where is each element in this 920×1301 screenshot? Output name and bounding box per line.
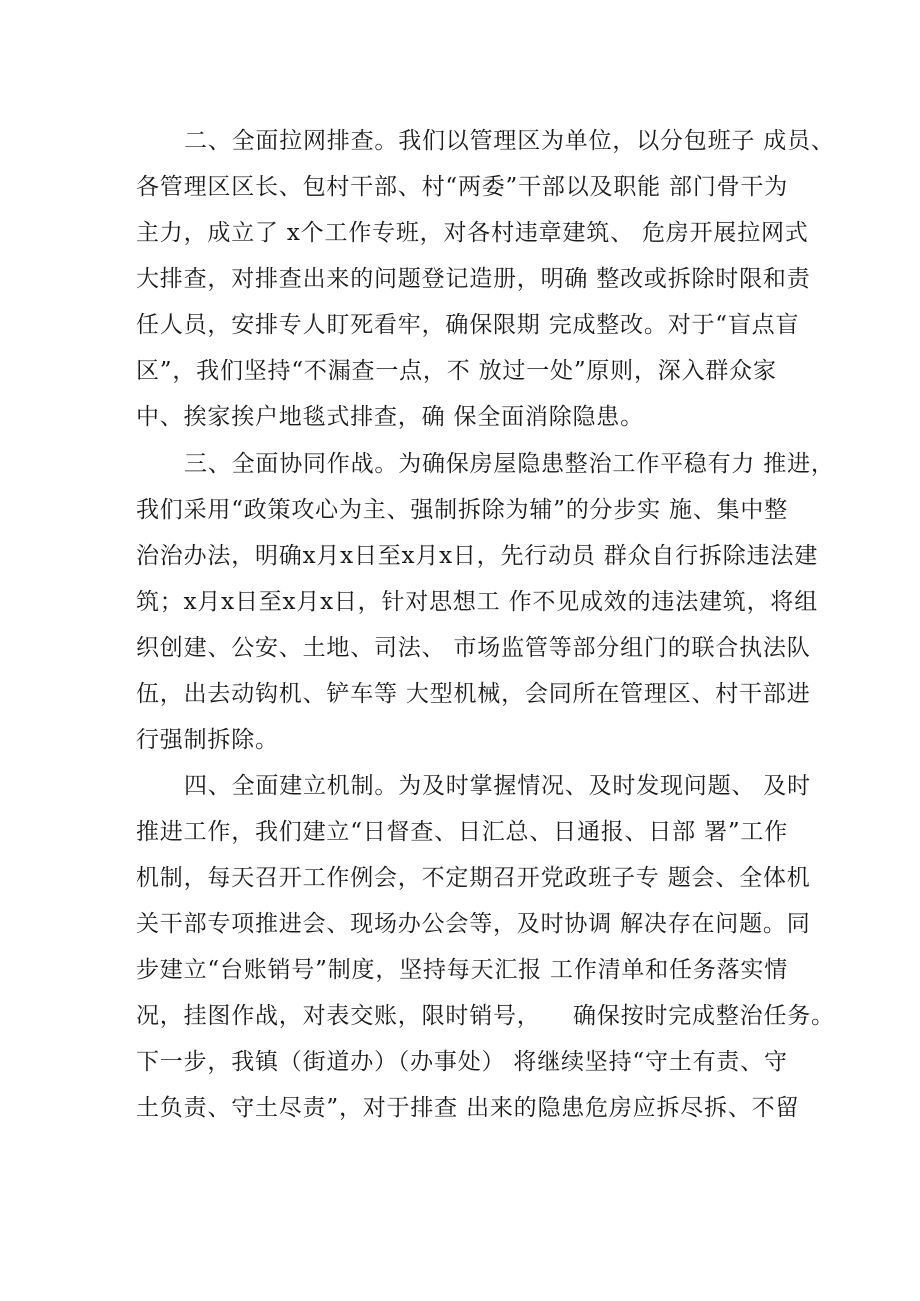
paragraph-4-line-7: 下一步，我镇（街道办）（办事处） 将继续坚持“守土有责、守	[136, 1049, 788, 1075]
paragraph-4-line-1: 四、全面建立机制。为及时掌握情况、及时发现问题、 及时	[184, 773, 811, 799]
paragraph-2-line-7: 中、挨家挨户地毯式排查，确 保全面消除隐患。	[136, 404, 644, 430]
paragraph-3-line-1: 三、全面协同作战。为确保房屋隐患整治工作平稳有力 推进，	[184, 451, 835, 477]
paragraph-2-line-3: 主力，成立了 x个工作专班，对各村违章建筑、 危房开展拉网式	[136, 220, 809, 246]
paragraph-4-line-5: 步建立“台账销号”制度，坚持每天汇报 工作清单和任务落实情	[136, 957, 789, 983]
paragraph-3-line-3: 治治办法，明确x月x日至x月x日，先行动员 群众自行拆除违法建	[136, 543, 818, 569]
paragraph-4-line-3: 机制，每天召开工作例会，不定期召开党政班子专 题会、全体机	[136, 865, 811, 891]
paragraph-3-line-4: 筑；x月x日至x月x日，针对思想工 作不见成效的违法建筑，将组	[136, 589, 818, 615]
paragraph-4-line-4: 关干部专项推进会、现场办公会等，及时协调 解决存在问题。同	[136, 911, 811, 937]
paragraph-3-line-7: 行强制拆除。	[136, 727, 279, 753]
paragraph-2-line-5: 任人员，安排专人盯死看牢，确保限期 完成整改。对于“盲点盲	[136, 312, 800, 338]
paragraph-2-line-4: 大排查，对排查出来的问题登记造册，明确 整改或拆除时限和责	[136, 266, 811, 292]
paragraph-2-line-1: 二、全面拉网排查。我们以管理区为单位，以分包班子 成员、	[184, 128, 835, 154]
paragraph-2-line-2: 各管理区区长、包村干部、村“两委”干部以及职能 部门骨干为	[136, 174, 789, 200]
paragraph-3-line-5: 织创建、公安、土地、司法、 市场监管等部分组门的联合执法队	[136, 635, 811, 661]
paragraph-4-line-6: 况，挂图作战，对表交账，限时销号， 确保按时完成整治任务。	[136, 1003, 835, 1029]
paragraph-3-line-2: 我们采用“政策攻心为主、强制拆除为辅”的分步实 施、集中整	[136, 497, 789, 523]
paragraph-3-line-6: 伍，出去动钩机、铲车等 大型机械，会同所在管理区、村干部进	[136, 681, 811, 707]
paragraph-2-line-6: 区”，我们坚持“不漏查一点，不 放过一处”原则，深入群众家	[136, 358, 777, 384]
paragraph-4-line-2: 推进工作，我们建立“日督查、日汇总、日通报、日部 署”工作	[136, 819, 789, 845]
paragraph-4-line-8: 土负责、守土尽责”，对于排查 出来的隐患危房应拆尽拆、不留	[136, 1095, 800, 1121]
